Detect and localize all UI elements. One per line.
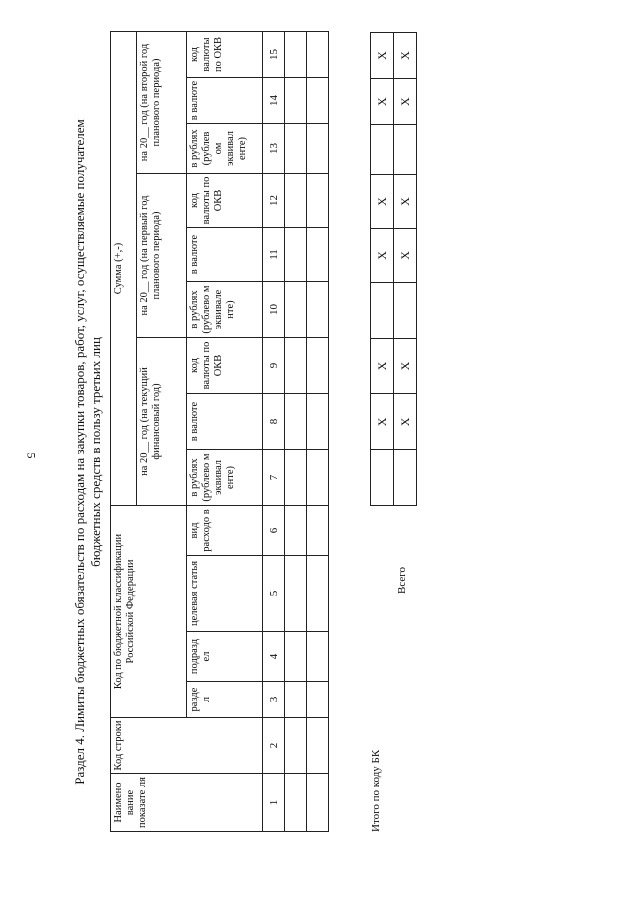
table-cell xyxy=(307,32,329,78)
header-first-rub: в рублях (рублево м эквивале нте) xyxy=(187,282,263,338)
column-index: 10 xyxy=(263,282,285,338)
table-cell xyxy=(285,32,307,78)
rotated-page-content xyxy=(20,22,620,882)
header-bk-expense: вид расходо в xyxy=(187,506,263,556)
total-cell: X xyxy=(394,228,417,282)
total-cell: X xyxy=(394,79,417,125)
total-cell: X xyxy=(394,338,417,394)
table-cell xyxy=(285,632,307,682)
page-number: 5 xyxy=(24,452,39,459)
data-row xyxy=(307,32,329,832)
data-row xyxy=(285,32,307,832)
column-index: 2 xyxy=(263,718,285,774)
column-index: 12 xyxy=(263,174,285,228)
table-cell xyxy=(285,338,307,394)
table-cell xyxy=(307,282,329,338)
table-cell xyxy=(307,774,329,832)
section-title-line2: бюджетных средств в пользу третьих лиц xyxy=(88,337,103,567)
total-cell xyxy=(394,282,417,338)
table-cell xyxy=(307,394,329,450)
grand-total-label: Всего xyxy=(396,567,408,594)
total-cell: X xyxy=(371,338,394,394)
total-cell: X xyxy=(394,33,417,79)
total-cell: X xyxy=(371,175,394,229)
total-cell: X xyxy=(371,394,394,450)
section-title xyxy=(72,22,104,882)
table-cell xyxy=(285,78,307,124)
total-by-bk-label: Итого по коду БК xyxy=(370,749,382,832)
table-cell xyxy=(307,78,329,124)
header-bk-group: Код по бюджетной классификации Российской Федерации xyxy=(111,506,187,718)
total-cell xyxy=(371,450,394,506)
table-cell xyxy=(285,282,307,338)
column-index: 11 xyxy=(263,228,285,282)
column-index: 1 xyxy=(263,774,285,832)
table-cell xyxy=(285,174,307,228)
column-index: 14 xyxy=(263,78,285,124)
header-year-first: на 20__ год (на первый год планового периода) xyxy=(137,174,187,338)
table-cell xyxy=(285,682,307,718)
total-cell: X xyxy=(371,79,394,125)
limits-table xyxy=(110,31,329,832)
table-cell xyxy=(307,682,329,718)
header-name: Наимено вание показате ля xyxy=(111,774,263,832)
header-current-rub: в рублях (рублево м эквивал енте) xyxy=(187,450,263,506)
total-cell xyxy=(371,125,394,175)
table-cell xyxy=(285,718,307,774)
header-bk-section: разде л xyxy=(187,682,263,718)
table-cell xyxy=(307,124,329,174)
table-cell xyxy=(285,556,307,632)
header-first-okv: код валюты по ОКВ xyxy=(187,174,263,228)
total-cell: X xyxy=(394,394,417,450)
total-cell: X xyxy=(394,175,417,229)
table-cell xyxy=(307,450,329,506)
table-cell xyxy=(307,506,329,556)
total-cell xyxy=(371,282,394,338)
column-index: 3 xyxy=(263,682,285,718)
header-second-rub: в рублях (рублев ом эквивал енте) xyxy=(187,124,263,174)
grand-total-row xyxy=(394,33,417,506)
column-index: 5 xyxy=(263,556,285,632)
table-footer xyxy=(370,32,414,832)
column-index: 4 xyxy=(263,632,285,682)
column-index: 6 xyxy=(263,506,285,556)
total-cell: X xyxy=(371,228,394,282)
table-cell xyxy=(307,338,329,394)
header-second-val: в валюте xyxy=(187,78,263,124)
total-cell: X xyxy=(371,33,394,79)
table-cell xyxy=(285,228,307,282)
table-cell xyxy=(285,124,307,174)
header-year-current: на 20__ год (на текущий финансовый год) xyxy=(137,338,187,506)
total-cell xyxy=(394,125,417,175)
table-cell xyxy=(285,774,307,832)
header-current-val: в валюте xyxy=(187,394,263,450)
table-cell xyxy=(307,556,329,632)
column-index: 8 xyxy=(263,394,285,450)
header-row-code: Код строки xyxy=(111,718,263,774)
header-current-okv: код валюты по ОКВ xyxy=(187,338,263,394)
header-second-okv: код валюты по ОКВ xyxy=(187,32,263,78)
section-title-line1: Раздел 4. Лимиты бюджетных обязательств по расходам на закупки товаров, работ, услуг, осуществляемые получателем xyxy=(72,119,87,785)
column-index: 13 xyxy=(263,124,285,174)
column-index: 7 xyxy=(263,450,285,506)
total-bk-row xyxy=(371,33,394,506)
totals-table xyxy=(370,32,417,506)
column-index: 9 xyxy=(263,338,285,394)
table-cell xyxy=(307,228,329,282)
table-cell xyxy=(307,174,329,228)
table-cell xyxy=(307,632,329,682)
header-bk-subsection: подразд ел xyxy=(187,632,263,682)
table-cell xyxy=(285,450,307,506)
total-cell xyxy=(394,450,417,506)
header-bk-target: целевая статья xyxy=(187,556,263,632)
header-sum-group: Сумма (+,-) xyxy=(111,32,137,506)
table-cell xyxy=(285,394,307,450)
column-index-row xyxy=(263,32,285,832)
header-first-val: в валюте xyxy=(187,228,263,282)
header-year-second: на 20__ год (на второй год планового периода) xyxy=(137,32,187,174)
limits-table-wrap xyxy=(110,31,329,832)
table-cell xyxy=(285,506,307,556)
column-index: 15 xyxy=(263,32,285,78)
table-cell xyxy=(307,718,329,774)
